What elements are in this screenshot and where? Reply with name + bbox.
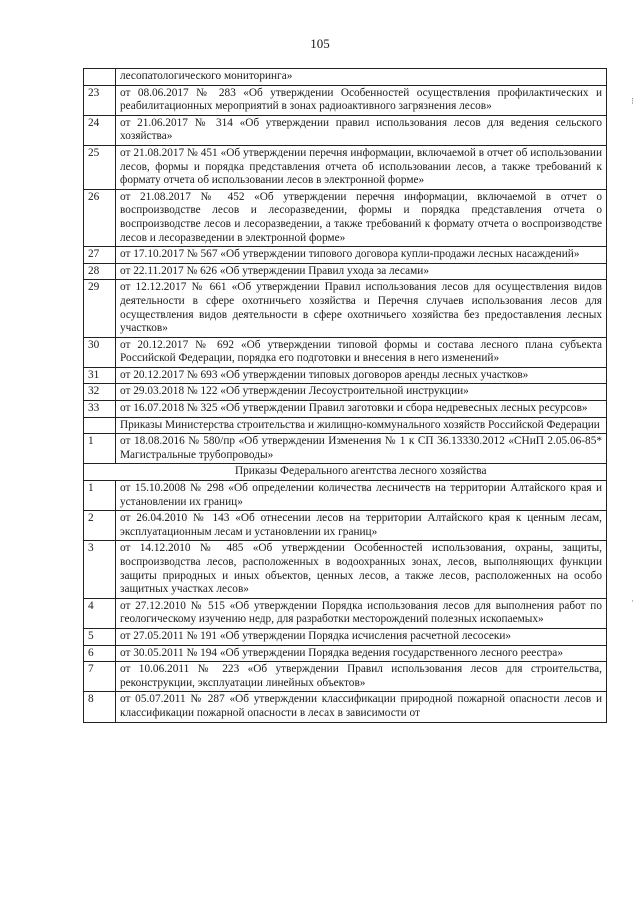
item-number: 7 — [84, 662, 116, 692]
item-number: 1 — [84, 434, 116, 464]
item-number: 27 — [84, 247, 116, 264]
item-number: 3 — [84, 541, 116, 598]
item-number: 26 — [84, 189, 116, 246]
item-text: от 12.12.2017 № 661 «Об утверждении Правил использования лесов для осуществления видов деятельности в сфере охотничьего хозяйства и Перечня случаев использования лесов для осуществления видов деятельности в сфере охотничьего хозяйства без предоставления лесных участков» — [116, 280, 607, 337]
item-text: от 29.03.2018 № 122 «Об утверждении Лесоустроительной инструкции» — [116, 384, 607, 401]
margin-mark: · — [631, 596, 634, 606]
item-number: 8 — [84, 692, 116, 722]
margin-mark: ⁝ — [631, 96, 634, 106]
table-row — [84, 69, 607, 86]
item-text: от 21.08.2017 № 452 «Об утверждении перечня информации, включаемой в отчет о воспроизводстве лесов и лесоразведении, формы и порядка представления отчета о воспроизводстве лесов и лесоразведении, а также требований к формату отчета о воспроизводстве лесов и лесоразведении в электронной форме» — [116, 189, 607, 246]
item-number: 2 — [84, 511, 116, 541]
table-row — [84, 384, 607, 401]
item-text: от 20.12.2017 № 693 «Об утверждении типовых договоров аренды лесных участков» — [116, 367, 607, 384]
section-heading: Приказы Федерального агентства лесного хозяйства — [116, 464, 607, 481]
item-number: 23 — [84, 85, 116, 115]
table-row — [84, 511, 607, 541]
item-number: 24 — [84, 115, 116, 145]
table-row — [84, 434, 607, 464]
item-text: от 27.12.2010 № 515 «Об утверждении Порядка использования лесов для выполнения работ по геологическому изучению недр, для разработки месторождений полезных ископаемых» — [116, 598, 607, 628]
item-text: от 30.05.2011 № 194 «Об утверждении Порядка ведения государственного лесного реестра» — [116, 645, 607, 662]
item-text: от 21.08.2017 № 451 «Об утверждении перечня информации, включаемой в отчет об использовании лесов, формы и порядка представления отчета об использовании лесов, а также требований к формату отчета об использовании лесов в электронной форме» — [116, 145, 607, 189]
table-row — [84, 367, 607, 384]
item-text: лесопатологического мониторинга» — [116, 69, 607, 86]
table-row — [84, 263, 607, 280]
item-text: от 20.12.2017 № 692 «Об утверждении типовой формы и состава лесного плана субъекта Российской Федерации, порядка его подготовки и внесения в него изменений» — [116, 337, 607, 367]
item-number: 25 — [84, 145, 116, 189]
table-row — [84, 189, 607, 246]
table-row — [84, 598, 607, 628]
table-row — [84, 247, 607, 264]
item-text: от 26.04.2010 № 143 «Об отнесении лесов на территории Алтайского края к ценным лесам, эксплуатационным лесам и установлении их границ» — [116, 511, 607, 541]
item-number: 5 — [84, 628, 116, 645]
item-text: от 18.08.2016 № 580/пр «Об утверждении Изменения № 1 к СП 36.13330.2012 «СНиП 2.05.06-85* Магистральные трубопроводы» — [116, 434, 607, 464]
item-number: 33 — [84, 401, 116, 418]
regulations-table-body — [84, 69, 607, 723]
section-heading-number-cell — [84, 464, 116, 481]
section-heading-number-cell — [84, 417, 116, 434]
table-row — [84, 145, 607, 189]
item-text: от 15.10.2008 № 298 «Об определении количества лесничеств на территории Алтайского края и установлении их границ» — [116, 481, 607, 511]
table-row — [84, 662, 607, 692]
table-row — [84, 541, 607, 598]
table-row — [84, 280, 607, 337]
item-number: 6 — [84, 645, 116, 662]
item-number: 29 — [84, 280, 116, 337]
section-heading-row — [84, 417, 607, 434]
item-text: от 10.06.2011 № 223 «Об утверждении Правил использования лесов для строительства, реконструкции, эксплуатации линейных объектов» — [116, 662, 607, 692]
item-text: от 17.10.2017 № 567 «Об утверждении типового договора купли-продажи лесных насаждений» — [116, 247, 607, 264]
item-number: 1 — [84, 481, 116, 511]
item-text: от 05.07.2011 № 287 «Об утверждении классификации природной пожарной опасности лесов и классификации пожарной опасности в лесах в зависимости от — [116, 692, 607, 722]
table-row — [84, 115, 607, 145]
item-text: от 16.07.2018 № 325 «Об утверждении Правил заготовки и сбора недревесных лесных ресурсов» — [116, 401, 607, 418]
item-number: 28 — [84, 263, 116, 280]
item-text: от 27.05.2011 № 191 «Об утверждении Порядка исчисления расчетной лесосеки» — [116, 628, 607, 645]
table-row — [84, 337, 607, 367]
item-number: 32 — [84, 384, 116, 401]
section-heading: Приказы Министерства строительства и жилищно-коммунального хозяйств Российской Федерации — [116, 417, 607, 434]
table-row — [84, 692, 607, 722]
table-row — [84, 628, 607, 645]
table-row — [84, 645, 607, 662]
page-number: 105 — [310, 36, 330, 51]
regulations-table — [83, 68, 607, 723]
item-text: от 08.06.2017 № 283 «Об утверждении Особенностей осуществления профилактических и реабилитационных мероприятий в зонах радиоактивного загрязнения лесов» — [116, 85, 607, 115]
table-row — [84, 401, 607, 418]
table-row — [84, 85, 607, 115]
item-number — [84, 69, 116, 86]
table-row — [84, 481, 607, 511]
item-text: от 14.12.2010 № 485 «Об утверждении Особенностей использования, охраны, защиты, воспроизводства лесов, расположенных в водоохранных зонах, лесов, выполняющих функции защиты природных и иных объектов, ценных лесов, а также лесов, расположенных на особо защитных участках лесов» — [116, 541, 607, 598]
item-number: 31 — [84, 367, 116, 384]
item-number: 4 — [84, 598, 116, 628]
item-number: 30 — [84, 337, 116, 367]
section-heading-row — [84, 464, 607, 481]
item-text: от 22.11.2017 № 626 «Об утверждении Правил ухода за лесами» — [116, 263, 607, 280]
item-text: от 21.06.2017 № 314 «Об утверждении правил использования лесов для ведения сельского хозяйства» — [116, 115, 607, 145]
